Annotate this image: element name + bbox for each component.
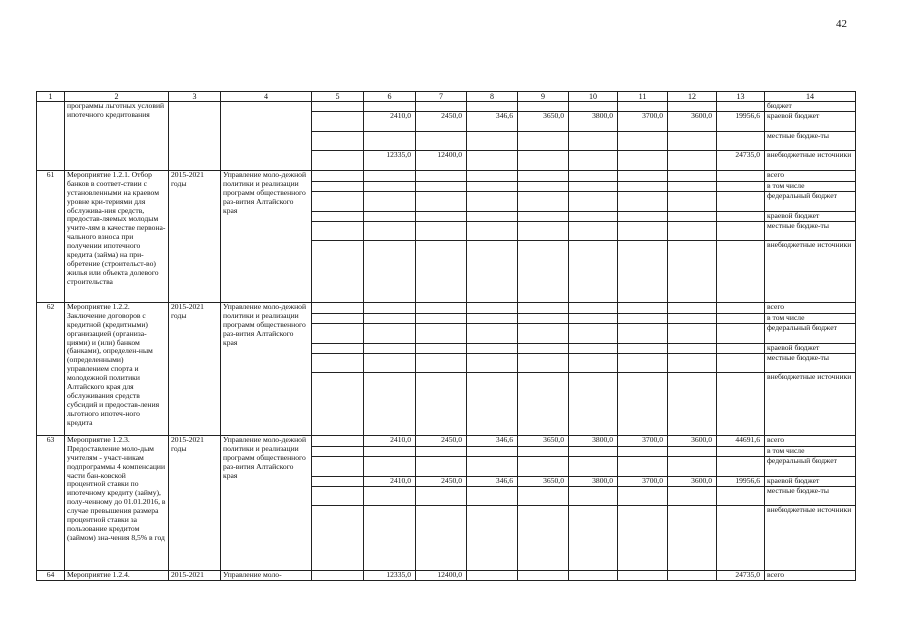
value-cell: 12335,0 bbox=[364, 570, 416, 580]
value-cell bbox=[518, 486, 569, 505]
source-cell: федеральный бюджет bbox=[765, 191, 856, 211]
value-cell bbox=[668, 240, 717, 302]
value-cell bbox=[569, 313, 618, 323]
value-cell bbox=[416, 221, 467, 240]
value-cell bbox=[467, 302, 518, 313]
item-name: Мероприятие 1.2.3. Предоставление моло-дым учителям - участ-никам подпрограммы 4 компенсации части бан-ковской процентной ставки по ипотечному кредиту (займу), полу-ченному до 01.01.2016, в случае превышения размера процентной ставки за пользование кредитом (займом) зна-чения 8,5% в год bbox=[65, 435, 169, 570]
value-cell bbox=[618, 102, 668, 112]
source-cell: местные бюдже-ты bbox=[765, 353, 856, 372]
value-cell bbox=[618, 170, 668, 181]
value-cell bbox=[618, 313, 668, 323]
item-number: 61 bbox=[37, 170, 65, 302]
col-header: 5 bbox=[312, 92, 364, 102]
value-cell: 24735,0 bbox=[717, 150, 765, 170]
value-cell: 2450,0 bbox=[416, 435, 467, 446]
col-header: 11 bbox=[618, 92, 668, 102]
value-cell bbox=[312, 353, 364, 372]
value-cell bbox=[467, 570, 518, 580]
value-cell bbox=[312, 111, 364, 131]
value-cell bbox=[467, 211, 518, 221]
source-cell: в том числе bbox=[765, 446, 856, 456]
value-cell bbox=[312, 302, 364, 313]
source-cell: бюджет bbox=[765, 102, 856, 112]
col-header: 3 bbox=[169, 92, 221, 102]
value-cell bbox=[668, 323, 717, 343]
source-cell: в том числе bbox=[765, 313, 856, 323]
item-executor: Управление моло- bbox=[221, 570, 312, 580]
value-cell bbox=[364, 486, 416, 505]
item-executor: Управление моло-дежной политики и реализации программ общественного раз-вития Алтайского края bbox=[221, 302, 312, 435]
item-executor: Управление моло-дежной политики и реализации программ общественного раз-вития Алтайского края bbox=[221, 435, 312, 570]
value-cell bbox=[416, 456, 467, 476]
item-name: Мероприятие 1.2.2. Заключение договоров с кредитной (кредитными) организацией (организа-циями) и (или) банком (банками), определен-ным (определенными) управлением спорта и молодежной политики Алтайского края для обслуживания средств субсидий и предостав-ления льготного ипотеч-ного кредита bbox=[65, 302, 169, 435]
value-cell bbox=[467, 323, 518, 343]
value-cell bbox=[467, 191, 518, 211]
value-cell bbox=[618, 221, 668, 240]
value-cell: 3650,0 bbox=[518, 111, 569, 131]
col-header: 1 bbox=[37, 92, 65, 102]
value-cell bbox=[668, 181, 717, 191]
source-cell: местные бюдже-ты bbox=[765, 486, 856, 505]
value-cell bbox=[518, 353, 569, 372]
value-cell bbox=[668, 446, 717, 456]
item-name: программы льготных условий ипотечного кредитования bbox=[65, 102, 169, 171]
value-cell bbox=[416, 486, 467, 505]
value-cell: 2410,0 bbox=[364, 476, 416, 486]
value-cell bbox=[717, 313, 765, 323]
value-cell bbox=[717, 102, 765, 112]
value-cell bbox=[569, 211, 618, 221]
value-cell bbox=[668, 131, 717, 150]
value-cell bbox=[569, 221, 618, 240]
value-cell bbox=[416, 446, 467, 456]
value-cell bbox=[717, 505, 765, 570]
value-cell bbox=[717, 302, 765, 313]
value-cell bbox=[618, 353, 668, 372]
value-cell bbox=[312, 102, 364, 112]
value-cell bbox=[416, 313, 467, 323]
value-cell bbox=[312, 131, 364, 150]
source-cell: всего bbox=[765, 170, 856, 181]
value-cell bbox=[312, 191, 364, 211]
table-row bbox=[37, 102, 856, 112]
value-cell bbox=[518, 302, 569, 313]
value-cell bbox=[467, 131, 518, 150]
value-cell: 3650,0 bbox=[518, 476, 569, 486]
value-cell bbox=[569, 181, 618, 191]
value-cell: 346,6 bbox=[467, 111, 518, 131]
value-cell bbox=[569, 240, 618, 302]
value-cell bbox=[618, 181, 668, 191]
value-cell bbox=[467, 240, 518, 302]
value-cell bbox=[668, 456, 717, 476]
value-cell bbox=[518, 240, 569, 302]
value-cell bbox=[518, 191, 569, 211]
value-cell bbox=[569, 323, 618, 343]
value-cell bbox=[364, 505, 416, 570]
header-row bbox=[37, 92, 856, 102]
value-cell bbox=[312, 476, 364, 486]
value-cell bbox=[618, 323, 668, 343]
item-period: 2015-2021 годы bbox=[169, 435, 221, 570]
table-row bbox=[37, 170, 856, 181]
value-cell bbox=[312, 505, 364, 570]
value-cell bbox=[467, 170, 518, 181]
value-cell bbox=[312, 150, 364, 170]
item-period: 2015-2021 годы bbox=[169, 302, 221, 435]
value-cell bbox=[416, 505, 467, 570]
source-cell: внебюджетные источники bbox=[765, 240, 856, 302]
value-cell bbox=[312, 221, 364, 240]
value-cell bbox=[518, 446, 569, 456]
item-executor bbox=[221, 102, 312, 171]
value-cell bbox=[668, 150, 717, 170]
value-cell bbox=[717, 486, 765, 505]
value-cell bbox=[717, 181, 765, 191]
value-cell bbox=[364, 456, 416, 476]
value-cell bbox=[416, 211, 467, 221]
value-cell bbox=[668, 102, 717, 112]
col-header: 10 bbox=[569, 92, 618, 102]
value-cell bbox=[416, 131, 467, 150]
value-cell: 44691,6 bbox=[717, 435, 765, 446]
item-number bbox=[37, 102, 65, 171]
source-cell: краевой бюджет bbox=[765, 476, 856, 486]
value-cell bbox=[518, 323, 569, 343]
value-cell bbox=[416, 302, 467, 313]
value-cell bbox=[312, 181, 364, 191]
value-cell bbox=[668, 372, 717, 435]
col-header: 6 bbox=[364, 92, 416, 102]
value-cell bbox=[467, 456, 518, 476]
source-cell: федеральный бюджет bbox=[765, 323, 856, 343]
value-cell bbox=[364, 181, 416, 191]
value-cell: 2450,0 bbox=[416, 476, 467, 486]
value-cell bbox=[569, 150, 618, 170]
value-cell bbox=[364, 191, 416, 211]
value-cell bbox=[717, 170, 765, 181]
value-cell bbox=[668, 221, 717, 240]
page-number: 42 bbox=[836, 18, 847, 30]
col-header: 13 bbox=[717, 92, 765, 102]
value-cell: 346,6 bbox=[467, 435, 518, 446]
item-name: Мероприятие 1.2.1. Отбор банков в соответ-ствии с установленными на краевом уровне кри-териями для обслужива-ния средств, предостав-ляемых молодым учите-лям в качестве первона-чального взноса при получении ипотечного кредита (займа) на при-обретение (строительст-во) жилья или объекта долевого строительства bbox=[65, 170, 169, 302]
value-cell bbox=[668, 353, 717, 372]
value-cell bbox=[312, 170, 364, 181]
source-cell: федеральный бюджет bbox=[765, 456, 856, 476]
value-cell: 24735,0 bbox=[717, 570, 765, 580]
value-cell: 3650,0 bbox=[518, 435, 569, 446]
col-header: 8 bbox=[467, 92, 518, 102]
col-header: 7 bbox=[416, 92, 467, 102]
value-cell bbox=[364, 313, 416, 323]
value-cell bbox=[312, 240, 364, 302]
source-cell: краевой бюджет bbox=[765, 111, 856, 131]
value-cell bbox=[668, 570, 717, 580]
value-cell bbox=[312, 211, 364, 221]
value-cell bbox=[416, 372, 467, 435]
value-cell: 3800,0 bbox=[569, 476, 618, 486]
value-cell bbox=[467, 221, 518, 240]
value-cell bbox=[518, 456, 569, 476]
value-cell bbox=[569, 372, 618, 435]
value-cell: 3700,0 bbox=[618, 476, 668, 486]
value-cell bbox=[312, 486, 364, 505]
value-cell bbox=[364, 446, 416, 456]
value-cell bbox=[312, 570, 364, 580]
value-cell bbox=[312, 313, 364, 323]
value-cell bbox=[717, 221, 765, 240]
col-header: 4 bbox=[221, 92, 312, 102]
value-cell bbox=[668, 170, 717, 181]
col-header: 14 bbox=[765, 92, 856, 102]
value-cell bbox=[467, 505, 518, 570]
value-cell bbox=[569, 102, 618, 112]
value-cell bbox=[364, 240, 416, 302]
item-number: 64 bbox=[37, 570, 65, 580]
value-cell bbox=[467, 102, 518, 112]
value-cell bbox=[569, 343, 618, 353]
item-number: 62 bbox=[37, 302, 65, 435]
value-cell bbox=[569, 131, 618, 150]
value-cell bbox=[569, 570, 618, 580]
value-cell bbox=[618, 211, 668, 221]
value-cell bbox=[518, 505, 569, 570]
value-cell bbox=[569, 191, 618, 211]
value-cell bbox=[668, 191, 717, 211]
value-cell bbox=[364, 353, 416, 372]
value-cell bbox=[618, 343, 668, 353]
value-cell bbox=[467, 446, 518, 456]
value-cell bbox=[518, 170, 569, 181]
value-cell bbox=[618, 505, 668, 570]
col-header: 12 bbox=[668, 92, 717, 102]
value-cell bbox=[518, 343, 569, 353]
source-cell: внебюджетные источники bbox=[765, 372, 856, 435]
item-executor: Управление моло-дежной политики и реализации программ общественного раз-вития Алтайского края bbox=[221, 170, 312, 302]
value-cell: 3800,0 bbox=[569, 435, 618, 446]
value-cell bbox=[518, 181, 569, 191]
value-cell bbox=[569, 446, 618, 456]
value-cell bbox=[467, 181, 518, 191]
value-cell bbox=[717, 343, 765, 353]
item-period: 2015-2021 bbox=[169, 570, 221, 580]
value-cell bbox=[312, 323, 364, 343]
value-cell bbox=[618, 131, 668, 150]
value-cell bbox=[569, 353, 618, 372]
value-cell bbox=[518, 150, 569, 170]
value-cell bbox=[518, 570, 569, 580]
value-cell bbox=[717, 191, 765, 211]
value-cell: 3800,0 bbox=[569, 111, 618, 131]
value-cell bbox=[518, 131, 569, 150]
budget-table bbox=[36, 91, 856, 581]
value-cell bbox=[518, 102, 569, 112]
source-cell: всего bbox=[765, 435, 856, 446]
value-cell bbox=[467, 486, 518, 505]
value-cell: 3700,0 bbox=[618, 111, 668, 131]
value-cell bbox=[717, 323, 765, 343]
value-cell bbox=[569, 456, 618, 476]
value-cell bbox=[618, 240, 668, 302]
value-cell: 12400,0 bbox=[416, 150, 467, 170]
value-cell: 12400,0 bbox=[416, 570, 467, 580]
value-cell: 3700,0 bbox=[618, 435, 668, 446]
value-cell bbox=[668, 505, 717, 570]
value-cell bbox=[717, 353, 765, 372]
value-cell bbox=[416, 102, 467, 112]
value-cell bbox=[668, 313, 717, 323]
value-cell bbox=[518, 313, 569, 323]
value-cell bbox=[467, 343, 518, 353]
value-cell bbox=[364, 131, 416, 150]
source-cell: местные бюдже-ты bbox=[765, 131, 856, 150]
value-cell bbox=[618, 456, 668, 476]
value-cell: 346,6 bbox=[467, 476, 518, 486]
value-cell: 12335,0 bbox=[364, 150, 416, 170]
value-cell bbox=[416, 181, 467, 191]
value-cell bbox=[364, 302, 416, 313]
source-cell: в том числе bbox=[765, 181, 856, 191]
item-name: Мероприятие 1.2.4. bbox=[65, 570, 169, 580]
value-cell: 19956,6 bbox=[717, 476, 765, 486]
source-cell: всего bbox=[765, 570, 856, 580]
value-cell bbox=[312, 435, 364, 446]
value-cell bbox=[618, 570, 668, 580]
value-cell bbox=[416, 191, 467, 211]
value-cell bbox=[668, 343, 717, 353]
value-cell bbox=[618, 302, 668, 313]
value-cell bbox=[416, 323, 467, 343]
value-cell bbox=[312, 343, 364, 353]
col-header: 9 bbox=[518, 92, 569, 102]
value-cell bbox=[364, 343, 416, 353]
value-cell bbox=[364, 221, 416, 240]
item-period: 2015-2021 годы bbox=[169, 170, 221, 302]
value-cell bbox=[717, 131, 765, 150]
value-cell bbox=[364, 102, 416, 112]
value-cell bbox=[717, 211, 765, 221]
table-row bbox=[37, 570, 856, 580]
value-cell bbox=[717, 456, 765, 476]
value-cell bbox=[364, 323, 416, 343]
value-cell bbox=[569, 302, 618, 313]
source-cell: внебюджетные источники bbox=[765, 150, 856, 170]
value-cell bbox=[717, 446, 765, 456]
value-cell bbox=[467, 353, 518, 372]
source-cell: краевой бюджет bbox=[765, 211, 856, 221]
source-cell: внебюджетные источники bbox=[765, 505, 856, 570]
value-cell bbox=[312, 446, 364, 456]
value-cell bbox=[569, 170, 618, 181]
value-cell bbox=[518, 211, 569, 221]
source-cell: местные бюдже-ты bbox=[765, 221, 856, 240]
value-cell bbox=[618, 446, 668, 456]
value-cell bbox=[467, 150, 518, 170]
value-cell bbox=[668, 486, 717, 505]
value-cell bbox=[364, 170, 416, 181]
value-cell: 3600,0 bbox=[668, 476, 717, 486]
value-cell: 3600,0 bbox=[668, 435, 717, 446]
value-cell bbox=[618, 486, 668, 505]
value-cell bbox=[467, 372, 518, 435]
value-cell bbox=[416, 240, 467, 302]
value-cell bbox=[618, 191, 668, 211]
value-cell: 2450,0 bbox=[416, 111, 467, 131]
value-cell bbox=[364, 372, 416, 435]
value-cell bbox=[569, 505, 618, 570]
value-cell bbox=[717, 372, 765, 435]
value-cell bbox=[518, 221, 569, 240]
value-cell: 3600,0 bbox=[668, 111, 717, 131]
table-row bbox=[37, 302, 856, 313]
value-cell bbox=[364, 211, 416, 221]
value-cell bbox=[416, 343, 467, 353]
value-cell bbox=[668, 211, 717, 221]
value-cell bbox=[312, 456, 364, 476]
value-cell bbox=[668, 302, 717, 313]
value-cell bbox=[569, 486, 618, 505]
value-cell: 19956,6 bbox=[717, 111, 765, 131]
value-cell bbox=[416, 170, 467, 181]
value-cell bbox=[416, 353, 467, 372]
table-row bbox=[37, 435, 856, 446]
value-cell bbox=[618, 372, 668, 435]
value-cell bbox=[717, 240, 765, 302]
value-cell bbox=[467, 313, 518, 323]
item-period bbox=[169, 102, 221, 171]
value-cell: 2410,0 bbox=[364, 435, 416, 446]
source-cell: всего bbox=[765, 302, 856, 313]
col-header: 2 bbox=[65, 92, 169, 102]
value-cell bbox=[618, 150, 668, 170]
source-cell: краевой бюджет bbox=[765, 343, 856, 353]
value-cell: 2410,0 bbox=[364, 111, 416, 131]
item-number: 63 bbox=[37, 435, 65, 570]
value-cell bbox=[518, 372, 569, 435]
value-cell bbox=[312, 372, 364, 435]
